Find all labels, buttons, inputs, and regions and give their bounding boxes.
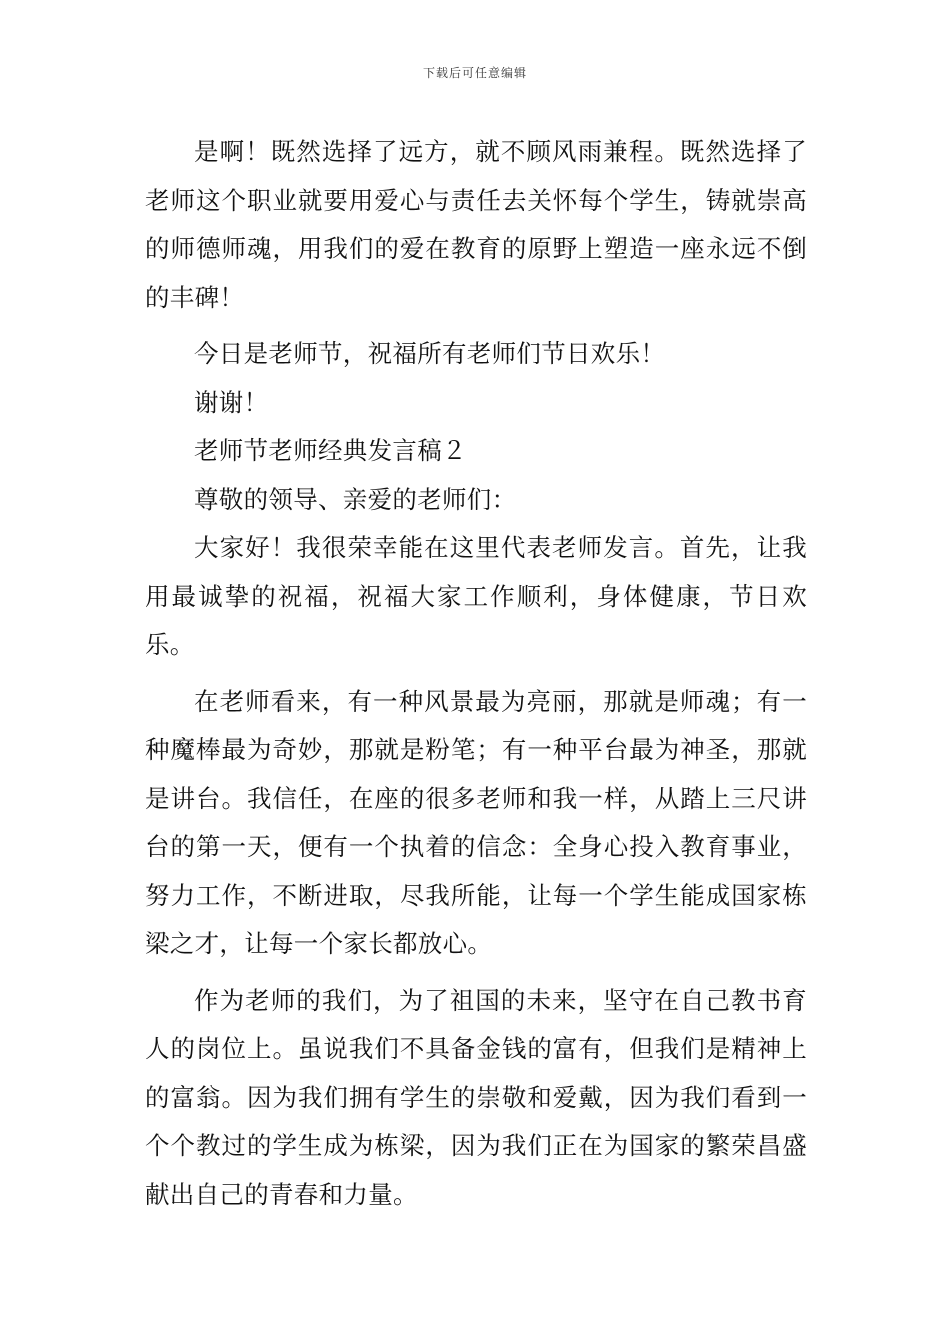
paragraph-teachers-day-wishes: 今日是老师节，祝福所有老师们节日欢乐！ — [194, 339, 666, 368]
paragraph-teacher-commitment: 作为老师的我们，为了祖国的未来，坚守在自己教书育人的岗位上。虽说我们不具备金钱的富有，但我们是精神上的富翁。因为我们拥有学生的崇敬和爱戴，因为我们看到一个个教过的学生成为栋梁，因为我们正在为国家的繁荣昌盛献出自己的青春和力量。 — [145, 985, 807, 1209]
paragraph-greeting: 大家好！我很荣幸能在这里代表老师发言。首先，让我用最诚挚的祝福，祝福大家工作顺利，身体健康，节日欢乐。 — [145, 533, 807, 659]
paragraph-teacher-perspective: 在老师看来，有一种风景最为亮丽，那就是师魂；有一种魔棒最为奇妙，那就是粉笔；有一种平台最为神圣，那就是讲台。我信任，在座的很多老师和我一样，从踏上三尺讲台的第一天，便有一个执着的信念：全身心投入教育事业，努力工作，不断进取，尽我所能，让每一个学生能成国家栋梁之才，让每一个家长都放心。 — [145, 686, 807, 958]
section-title: 老师节老师经典发言稿２ — [194, 436, 467, 465]
paragraph-salutation: 尊敬的领导、亲爱的老师们： — [194, 484, 517, 514]
document-body — [145, 128, 807, 1219]
paragraph-thanks: 谢谢！ — [194, 387, 269, 417]
paragraph-closing-reflection: 是啊！既然选择了远方，就不顾风雨兼程。既然选择了老师这个职业就要用爱心与责任去关怀每个学生，铸就崇高的师德师魂，用我们的爱在教育的原野上塑造一座永远不倒的丰碑！ — [145, 137, 807, 312]
page-header-note: 下载后可任意编辑 — [422, 66, 527, 80]
